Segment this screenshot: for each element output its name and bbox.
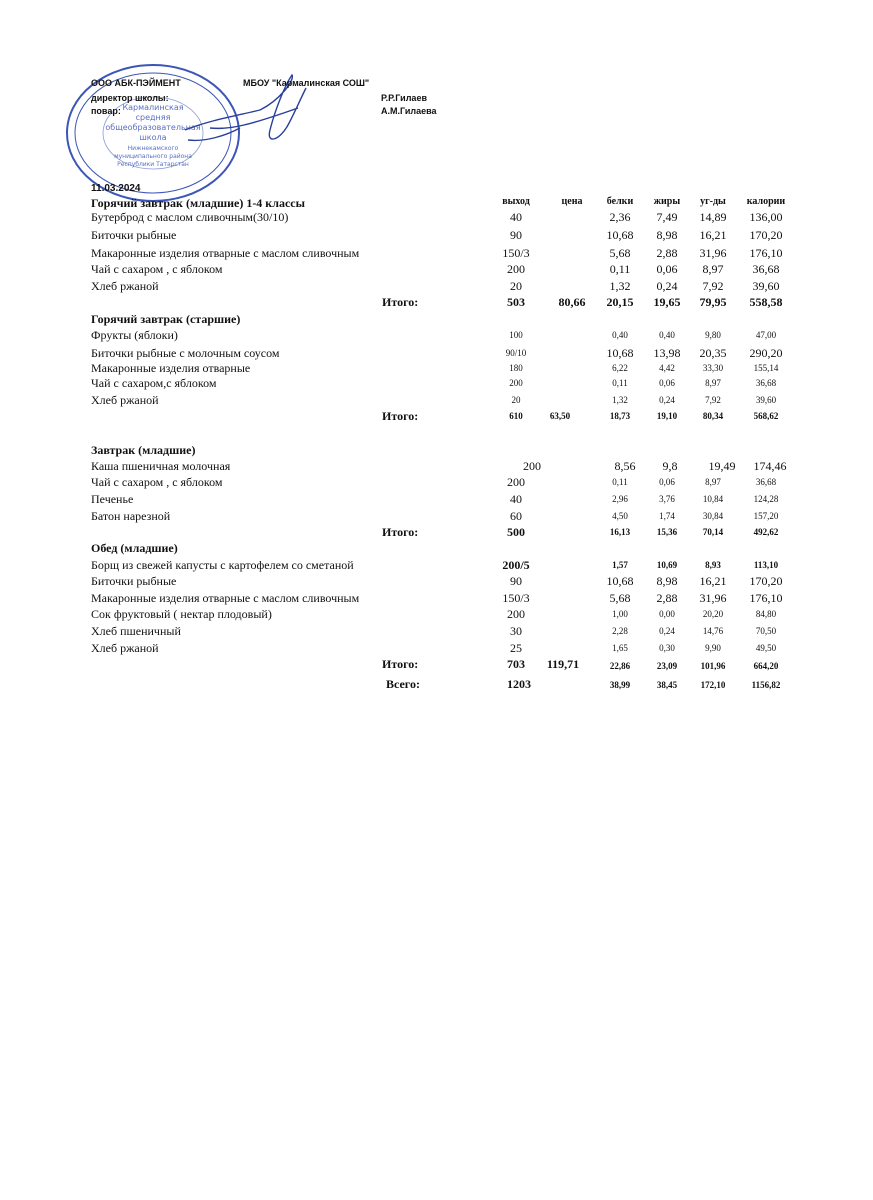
item-fat: 2,88 <box>656 591 678 605</box>
item-name: Хлеб ржаной <box>91 393 159 407</box>
item-name: Борщ из свежей капусты с картофелем со сметаной <box>91 558 354 572</box>
section-title: Горячий завтрак (младшие) 1-4 классы <box>91 196 305 210</box>
item-protein: 1,32 <box>612 395 628 405</box>
item-out: 150/3 <box>502 591 530 605</box>
item-out: 20 <box>511 395 521 405</box>
item-fat: 0,06 <box>659 378 675 388</box>
item-name: Батон нарезной <box>91 509 171 523</box>
item-protein: 0,11 <box>612 378 628 388</box>
item-protein: 0,11 <box>612 477 628 487</box>
grand-total-cal: 1156,82 <box>751 680 781 690</box>
cook-label: повар: <box>91 106 121 116</box>
total-fat: 19,10 <box>656 411 678 421</box>
item-protein: 0,11 <box>609 262 631 276</box>
svg-text:Кармалинская: Кармалинская <box>122 103 184 112</box>
item-carb: 14,89 <box>699 210 727 224</box>
total-protein: 20,15 <box>606 295 634 309</box>
col-cal: калории <box>746 196 786 207</box>
item-cal: 176,10 <box>749 246 783 260</box>
svg-text:Республики Татарстан: Республики Татарстан <box>117 161 189 168</box>
total-carb: 70,14 <box>702 527 724 537</box>
total-label: Итого: <box>382 295 419 309</box>
item-fat: 13,98 <box>653 346 681 360</box>
item-fat: 0,06 <box>659 477 675 487</box>
item-cal: 49,50 <box>755 643 777 653</box>
total-label: Итого: <box>382 657 419 671</box>
item-out: 30 <box>510 624 522 638</box>
item-cal: 36,68 <box>752 262 780 276</box>
total-carb: 101,96 <box>700 661 726 671</box>
item-cal: 176,10 <box>749 591 783 605</box>
item-cal: 36,68 <box>755 378 777 388</box>
item-cal: 136,00 <box>749 210 783 224</box>
item-cal: 124,28 <box>753 494 779 504</box>
col-carb: уг-ды <box>700 196 726 207</box>
item-name: Чай с сахаром,с яблоком <box>91 376 217 390</box>
total-out: 703 <box>507 657 525 671</box>
item-carb: 8,97 <box>705 477 721 487</box>
item-protein: 1,00 <box>612 609 628 619</box>
item-fat: 0,40 <box>659 330 675 340</box>
grand-total-fat: 38,45 <box>656 680 678 690</box>
item-cal: 113,10 <box>753 560 779 570</box>
item-out: 90 <box>510 228 522 242</box>
total-out: 500 <box>507 525 525 539</box>
item-protein: 0,40 <box>612 330 628 340</box>
svg-text:Нижнекамского: Нижнекамского <box>127 145 179 152</box>
total-protein: 22,86 <box>609 661 631 671</box>
section-title: Обед (младшие) <box>91 541 178 555</box>
item-out: 100 <box>509 330 523 340</box>
item-out: 25 <box>510 641 522 655</box>
item-cal: 170,20 <box>749 228 783 242</box>
item-carb: 9,90 <box>705 643 721 653</box>
item-carb: 16,21 <box>699 228 727 242</box>
item-cal: 36,68 <box>755 477 777 487</box>
total-cal: 664,20 <box>753 661 779 671</box>
item-carb: 8,97 <box>705 378 721 388</box>
item-name: Печенье <box>91 492 134 506</box>
total-protein: 16,13 <box>609 527 631 537</box>
item-fat: 0,24 <box>656 279 678 293</box>
item-name: Чай с сахаром , с яблоком <box>91 262 223 276</box>
director-name: Р.Р.Гилаев <box>381 93 427 103</box>
item-out: 40 <box>510 210 522 224</box>
item-fat: 0,24 <box>659 626 675 636</box>
item-fat: 2,88 <box>656 246 678 260</box>
item-carb: 19,49 <box>708 459 736 473</box>
item-out: 200 <box>523 459 541 473</box>
school-name: МБОУ "Кармалинская СОШ" <box>243 78 370 88</box>
item-cal: 47,00 <box>755 330 777 340</box>
item-carb: 30,84 <box>702 511 724 521</box>
grand-total-protein: 38,99 <box>609 680 631 690</box>
item-name: Хлеб ржаной <box>91 641 159 655</box>
item-cal: 84,80 <box>755 609 777 619</box>
item-out: 90 <box>510 574 522 588</box>
item-fat: 0,30 <box>659 643 675 653</box>
item-carb: 16,21 <box>699 574 727 588</box>
item-protein: 1,65 <box>612 643 628 653</box>
item-carb: 8,97 <box>702 262 724 276</box>
col-out: выход <box>502 196 530 207</box>
item-cal: 174,46 <box>753 459 787 473</box>
item-protein: 1,32 <box>609 279 631 293</box>
item-out: 60 <box>510 509 522 523</box>
item-out: 200 <box>507 262 525 276</box>
item-carb: 20,20 <box>702 609 724 619</box>
item-name: Биточки рыбные <box>91 228 177 242</box>
item-protein: 1,57 <box>612 560 628 570</box>
total-cal: 492,62 <box>753 527 779 537</box>
item-protein: 8,56 <box>614 459 636 473</box>
grand-total-carb: 172,10 <box>700 680 726 690</box>
item-out: 40 <box>510 492 522 506</box>
item-name: Макаронные изделия отварные <box>91 361 251 375</box>
item-fat: 9,8 <box>662 459 678 473</box>
item-fat: 0,00 <box>659 609 675 619</box>
item-carb: 8,93 <box>705 560 721 570</box>
item-cal: 170,20 <box>749 574 783 588</box>
item-fat: 4,42 <box>659 363 675 373</box>
total-out: 610 <box>509 411 523 421</box>
col-price: цена <box>561 196 583 207</box>
item-out: 20 <box>510 279 522 293</box>
item-out: 200 <box>507 607 525 621</box>
item-fat: 0,24 <box>659 395 675 405</box>
item-name: Сок фруктовый ( нектар плодовый) <box>91 607 272 621</box>
item-carb: 10,84 <box>702 494 724 504</box>
item-fat: 3,76 <box>659 494 675 504</box>
item-out: 200/5 <box>502 558 530 572</box>
item-fat: 8,98 <box>656 574 678 588</box>
item-name: Бутерброд с маслом сливочным(30/10) <box>91 210 289 224</box>
item-carb: 20,35 <box>699 346 727 360</box>
total-cal: 568,62 <box>753 411 779 421</box>
svg-text:общеобразовательная: общеобразовательная <box>105 123 201 132</box>
item-fat: 8,98 <box>656 228 678 242</box>
director-label: директор школы: <box>91 93 169 103</box>
item-carb: 7,92 <box>705 395 721 405</box>
col-protein: белки <box>606 196 634 207</box>
total-protein: 18,73 <box>609 411 631 421</box>
cook-name: А.М.Гилаева <box>381 106 437 116</box>
total-label: Итого: <box>382 525 419 539</box>
item-fat: 7,49 <box>656 210 678 224</box>
item-fat: 0,06 <box>656 262 678 276</box>
item-cal: 157,20 <box>753 511 779 521</box>
item-carb: 31,96 <box>699 246 727 260</box>
total-carb: 80,34 <box>702 411 724 421</box>
total-fat: 15,36 <box>656 527 678 537</box>
section-title: Горячий завтрак (старшие) <box>91 312 241 326</box>
item-protein: 2,96 <box>612 494 628 504</box>
svg-text:школа: школа <box>139 133 167 142</box>
item-protein: 10,68 <box>606 574 634 588</box>
total-fat: 19,65 <box>653 295 681 309</box>
item-name: Каша пшеничная молочная <box>91 459 231 473</box>
menu-date: 11.03.2024 <box>91 183 141 194</box>
item-protein: 2,36 <box>609 210 631 224</box>
item-name: Чай с сахаром , с яблоком <box>91 475 223 489</box>
grand-total-out: 1203 <box>507 677 531 691</box>
svg-text:средняя: средняя <box>135 113 171 122</box>
total-price: 63,50 <box>549 411 571 421</box>
item-name: Фрукты (яблоки) <box>91 328 178 342</box>
item-protein: 10,68 <box>606 228 634 242</box>
item-carb: 31,96 <box>699 591 727 605</box>
section-title: Завтрак (младшие) <box>91 443 196 457</box>
item-protein: 5,68 <box>609 591 631 605</box>
item-name: Макаронные изделия отварные с маслом сливочным <box>91 246 360 260</box>
item-cal: 290,20 <box>749 346 783 360</box>
total-price: 119,71 <box>546 657 580 671</box>
item-fat: 10,69 <box>656 560 678 570</box>
item-cal: 39,60 <box>752 279 780 293</box>
total-label: Итого: <box>382 409 419 423</box>
item-cal: 70,50 <box>755 626 777 636</box>
col-fat: жиры <box>653 196 681 207</box>
item-carb: 9,80 <box>705 330 721 340</box>
total-carb: 79,95 <box>699 295 727 309</box>
item-name: Хлеб пшеничный <box>91 624 181 638</box>
item-name: Макаронные изделия отварные с маслом сливочным <box>91 591 360 605</box>
item-protein: 4,50 <box>612 511 628 521</box>
item-out: 150/3 <box>502 246 530 260</box>
item-carb: 33,30 <box>702 363 724 373</box>
item-carb: 7,92 <box>702 279 724 293</box>
item-name: Биточки рыбные <box>91 574 177 588</box>
item-out: 180 <box>509 363 523 373</box>
grand-total-label: Всего: <box>386 677 420 691</box>
total-cal: 558,58 <box>749 295 783 309</box>
item-protein: 2,28 <box>612 626 628 636</box>
svg-text:муниципального района: муниципального района <box>114 153 192 160</box>
item-out: 200 <box>507 475 525 489</box>
item-out: 90/10 <box>505 348 527 358</box>
item-cal: 155,14 <box>753 363 779 373</box>
total-price: 80,66 <box>558 295 586 309</box>
item-protein: 10,68 <box>606 346 634 360</box>
total-out: 503 <box>507 295 525 309</box>
item-name: Хлеб ржаной <box>91 279 159 293</box>
item-cal: 39,60 <box>755 395 777 405</box>
item-protein: 5,68 <box>609 246 631 260</box>
item-name: Биточки рыбные с молочным соусом <box>91 346 280 360</box>
item-fat: 1,74 <box>659 511 675 521</box>
item-carb: 14,76 <box>702 626 724 636</box>
item-protein: 6,22 <box>612 363 628 373</box>
total-fat: 23,09 <box>656 661 678 671</box>
org-name: ООО АБК-ПЭЙМЕНТ <box>91 78 181 88</box>
item-out: 200 <box>509 378 523 388</box>
